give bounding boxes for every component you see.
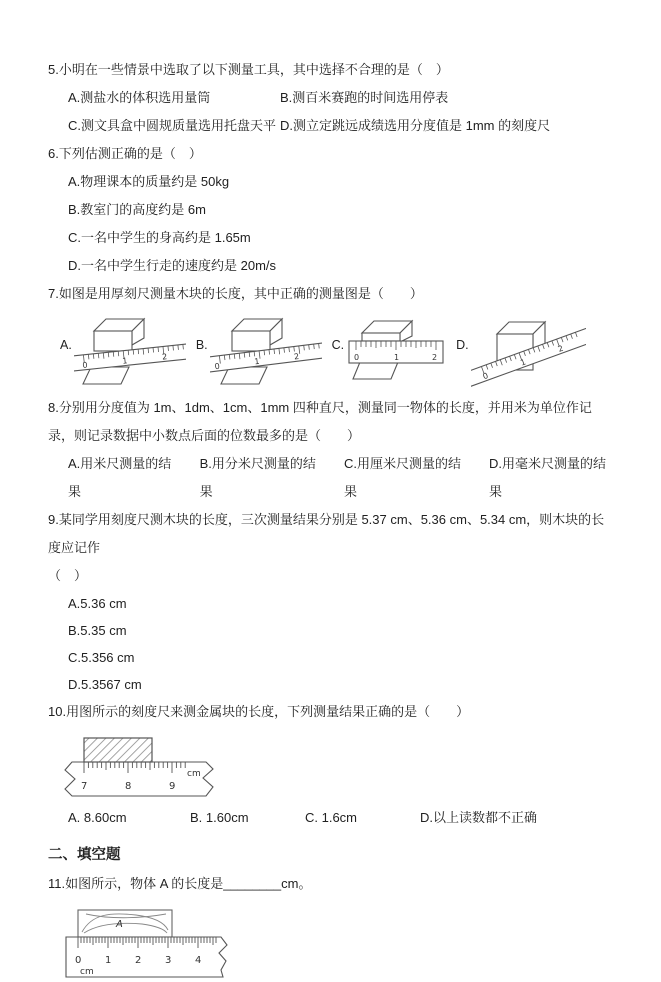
q5-option-a: A.测盐水的体积选用量筒 bbox=[68, 90, 211, 105]
ruler-number: 2 bbox=[135, 955, 142, 966]
ruler-number: 1 bbox=[253, 356, 260, 367]
question-6-stem: 6.下列估测正确的是（ ） bbox=[48, 146, 202, 161]
wood-block-a bbox=[78, 910, 172, 937]
q5-option-d: D.测立定跳远成绩选用分度值是 1mm 的刻度尺 bbox=[280, 118, 551, 133]
q7-figure-b bbox=[196, 312, 322, 392]
ruler bbox=[349, 341, 443, 363]
ruler-number: 9 bbox=[169, 781, 176, 792]
q11-ruler-diagram bbox=[58, 902, 248, 982]
question-7-figures bbox=[60, 312, 616, 392]
ruler-number: 7 bbox=[81, 781, 88, 792]
ruler-number: 1 bbox=[518, 357, 527, 368]
ruler-number: 2 bbox=[432, 353, 438, 362]
q10-ruler-diagram bbox=[56, 728, 224, 804]
q7-figure-d-label: D. bbox=[456, 338, 469, 352]
question-5-stem: 5.小明在一些情景中选取了以下测量工具，其中选择不合理的是（ ） bbox=[48, 62, 449, 77]
ruler-number: 8 bbox=[125, 781, 132, 792]
q10-option-b: B. 1.60cm bbox=[190, 810, 249, 825]
q8-option-d: D.用毫米尺测量的结果 bbox=[488, 456, 606, 499]
question-9 bbox=[48, 506, 616, 698]
q6-option-a: A.物理课本的质量约是 50kg bbox=[68, 174, 230, 189]
q8-option-b: B.用分米尺测量的结果 bbox=[199, 456, 316, 499]
question-9-options bbox=[48, 590, 616, 698]
ruler-number: 0 bbox=[213, 361, 220, 372]
ruler-number: 2 bbox=[161, 352, 168, 362]
q7-figure-a-label: A. bbox=[60, 338, 72, 352]
q9-option-c: C.5.356 cm bbox=[68, 650, 135, 665]
ruler-number: 1 bbox=[394, 353, 400, 362]
question-8 bbox=[48, 394, 616, 506]
question-9-stem: 9.某同学用刻度尺测木块的长度，三次测量结果分别是 5.37 cm、5.36 cm、5.34 cm，则木块的长度应记作 bbox=[48, 512, 605, 555]
question-5 bbox=[48, 56, 616, 140]
q8-option-c: C.用厘米尺测量的结果 bbox=[343, 456, 461, 499]
q7-figure-b-label: B. bbox=[195, 338, 208, 352]
question-6-options bbox=[48, 168, 616, 280]
block-label: A bbox=[116, 919, 123, 930]
question-10-figure bbox=[56, 728, 616, 804]
q7-diagram-c bbox=[346, 312, 446, 392]
ruler-number: 3 bbox=[165, 955, 172, 966]
question-10-options bbox=[48, 804, 616, 832]
q5-option-b: B.测百米赛跑的时间选用停表 bbox=[280, 90, 449, 105]
question-11 bbox=[48, 870, 616, 982]
q7-figure-d bbox=[456, 312, 586, 392]
question-8-stem: 8.分别用分度值为 1m、1dm、1cm、1mm 四种直尺，测量同一物体的长度，并用米为单位作记录，则记录数据中小数点后面的位数最多的是（ ） bbox=[48, 400, 592, 443]
ruler-number: 2 bbox=[556, 343, 565, 354]
ruler-number: 2 bbox=[293, 351, 300, 362]
ruler-number: 1 bbox=[121, 356, 128, 366]
q8-option-a: A.用米尺测量的结果 bbox=[68, 456, 172, 499]
question-8-options bbox=[48, 450, 616, 506]
q10-option-c: C. 1.6cm bbox=[305, 810, 358, 825]
question-10 bbox=[48, 698, 616, 832]
q7-figure-c-label: C. bbox=[331, 338, 345, 352]
question-7-stem: 7.如图是用厚刻尺测量木块的长度，其中正确的测量图是（ ） bbox=[48, 286, 423, 301]
ruler-number: 4 bbox=[195, 955, 202, 966]
ruler-number: 1 bbox=[105, 955, 112, 966]
q10-option-d: D.以上读数都不正确 bbox=[420, 810, 538, 825]
question-11-figure bbox=[58, 902, 616, 982]
ruler-number: 0 bbox=[75, 955, 82, 966]
section-2-header: 二、填空题 bbox=[48, 847, 121, 863]
ruler-number: 0 bbox=[81, 360, 88, 370]
question-9-stem-parens: （ ） bbox=[48, 568, 88, 583]
question-7 bbox=[48, 280, 616, 392]
question-10-stem: 10.用图所示的刻度尺来测金属块的长度，下列测量结果正确的是（ ） bbox=[48, 704, 470, 719]
q7-figure-a bbox=[60, 312, 186, 392]
q9-option-b: B.5.35 cm bbox=[68, 623, 127, 638]
q7-diagram-d bbox=[471, 312, 586, 392]
ruler-number: 0 bbox=[481, 371, 490, 382]
q6-option-c: C.一名中学生的身高约是 1.65m bbox=[68, 230, 251, 245]
q7-diagram-a bbox=[74, 312, 186, 392]
question-5-options bbox=[48, 84, 616, 140]
metal-block bbox=[84, 738, 152, 762]
q5-option-c: C.测文具盒中圆规质量选用托盘天平 bbox=[68, 118, 277, 133]
q6-option-d: D.一名中学生行走的速度约是 20m/s bbox=[68, 258, 277, 273]
question-11-stem: 11.如图所示，物体 A 的长度是________cm。 bbox=[48, 876, 312, 891]
ruler-unit: cm bbox=[80, 967, 94, 977]
q9-option-d: D.5.3567 cm bbox=[68, 677, 142, 692]
q6-option-b: B.教室门的高度约是 6m bbox=[68, 202, 206, 217]
ruler-number: 0 bbox=[354, 353, 360, 362]
q7-diagram-b bbox=[210, 312, 322, 392]
q7-figure-c bbox=[332, 312, 447, 392]
ruler-unit: cm bbox=[187, 769, 201, 779]
q10-option-a: A. 8.60cm bbox=[68, 810, 127, 825]
q9-option-a: A.5.36 cm bbox=[68, 596, 127, 611]
question-6 bbox=[48, 140, 616, 280]
